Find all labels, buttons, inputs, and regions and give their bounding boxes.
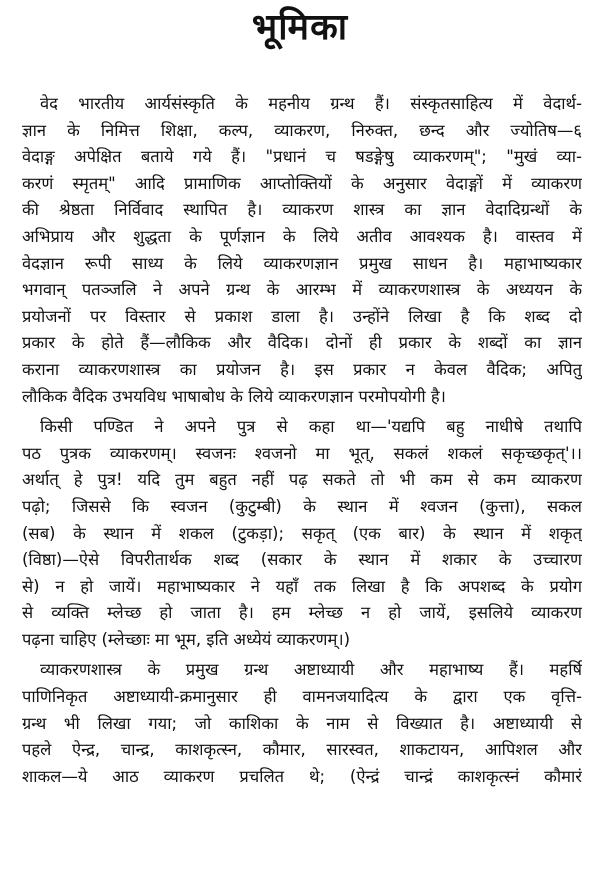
text-line: अर्थात् हे पुत्र! यदि तुम बहुत नहीं पढ़ सकते तो भी कम से कम व्याकरण [22, 470, 582, 490]
text-line: लौकिक वैदिक उभयविध भाषाबोध के लिये व्याकरणज्ञान परमोपयोगी है। [22, 386, 446, 406]
text-line: शाकल—ये आठ व्याकरण प्रचलित थे; (ऐन्द्रं चान्द्रं काशकृत्स्नं कौमारं [22, 766, 582, 786]
text-line: करणं स्मृतम्" आदि प्रामाणिक आप्तोक्तियों के अनुसार वेदाङ्गों में व्याकरण [22, 173, 582, 193]
body-text [22, 91, 582, 790]
text-line: की श्रेष्ठता निर्विवाद स्थापित है। व्याकरण शास्त्र का ज्ञान वेदादिग्रन्थों के [22, 200, 582, 220]
text-line: व्याकरणशास्त्र के प्रमुख ग्रन्थ अष्टाध्यायी और महाभाष्य हैं। महर्षि [40, 660, 582, 680]
text-line: किसी पण्डित ने अपने पुत्र से कहा था—'यद्यपि बहु नाधीषे तथापि [40, 417, 582, 437]
text-line: प्रकार के होते हैं—लौकिक और वैदिक। दोनों ही प्रकार के शब्दों का ज्ञान [22, 333, 582, 353]
text-line: वेदाङ्ग अपेक्षित बताये गये हैं। "प्रधानं च षडङ्गेषु व्याकरणम्"; "मुखं व्या- [22, 147, 582, 167]
paragraph [22, 657, 582, 790]
paragraph [22, 414, 582, 653]
text-line: पढ़ो; जिससे कि स्वजन (कुटुम्बी) के स्थान में श्वजन (कुत्ता), सकल [22, 496, 582, 516]
page-title: भूमिका [251, 7, 349, 48]
text-line: वेद भारतीय आर्यसंस्कृति के महनीय ग्रन्थ हैं। संस्कृतसाहित्य में वेदार्थ- [40, 94, 582, 113]
text-line: पहले ऐन्द्र, चान्द्र, काशकृत्स्न, कौमार, सारस्वत, शाकटायन, आपिशल और [22, 740, 582, 760]
text-line: पठ पुत्रक व्याकरणम्। स्वजनः श्वजनो मा भूत्, सकलं शकलं सकृच्छकृत्'।। [22, 443, 582, 463]
text-line: पाणिनिकृत अष्टाध्यायी-क्रमानुसार ही वामनजयादित्य के द्वारा एक वृत्ति- [22, 687, 582, 707]
text-line: प्रयोजनों पर विस्तार से प्रकाश डाला है। उन्होंने लिखा है कि शब्द दो [22, 306, 582, 326]
text-line: से) न हो जायें। महाभाष्यकार ने यहाँ तक लिखा है कि अपशब्द के प्रयोग [22, 576, 582, 596]
text-line: भगवान् पतञ्जलि ने अपने ग्रन्थ के आरम्भ में व्याकरणशास्त्र के अध्ययन के [22, 280, 582, 300]
text-line: ग्रन्थ भी लिखा गया; जो काशिका के नाम से विख्यात है। अष्टाध्यायी से [22, 713, 582, 733]
text-line: ज्ञान के निमित्त शिक्षा, कल्प, व्याकरण, निरुक्त, छन्द और ज्योतिष—६ [22, 120, 582, 140]
text-line: से व्यक्ति म्लेच्छ हो जाता है। हम म्लेच्छ न हो जायें, इसलिये व्याकरण [22, 603, 582, 623]
text-line: (विष्ठा)—ऐसे विपरीतार्थक शब्द (सकार के स्थान में शकार के उच्चारण [22, 550, 582, 570]
paragraph [22, 91, 582, 410]
text-line: अभिप्राय और शुद्धता के पूर्णज्ञान के लिये अतीव आवश्यक है। वास्तव में [22, 226, 582, 246]
text-line: कराना व्याकरणशास्त्र का प्रयोजन है। इस प्रकार न केवल वैदिक; अपितु [22, 359, 582, 379]
text-line: (सब) के स्थान में शकल (टुकड़ा); सकृत् (एक बार) के स्थान में शकृत् [22, 523, 582, 543]
text-line: पढ़ना चाहिए (म्लेच्छाः मा भूम, इति अध्येयं व्याकरणम्।) [22, 629, 351, 649]
text-line: वेदज्ञान रूपी साध्य के लिये व्याकरणज्ञान प्रमुख साधन है। महाभाष्यकार [22, 253, 582, 273]
